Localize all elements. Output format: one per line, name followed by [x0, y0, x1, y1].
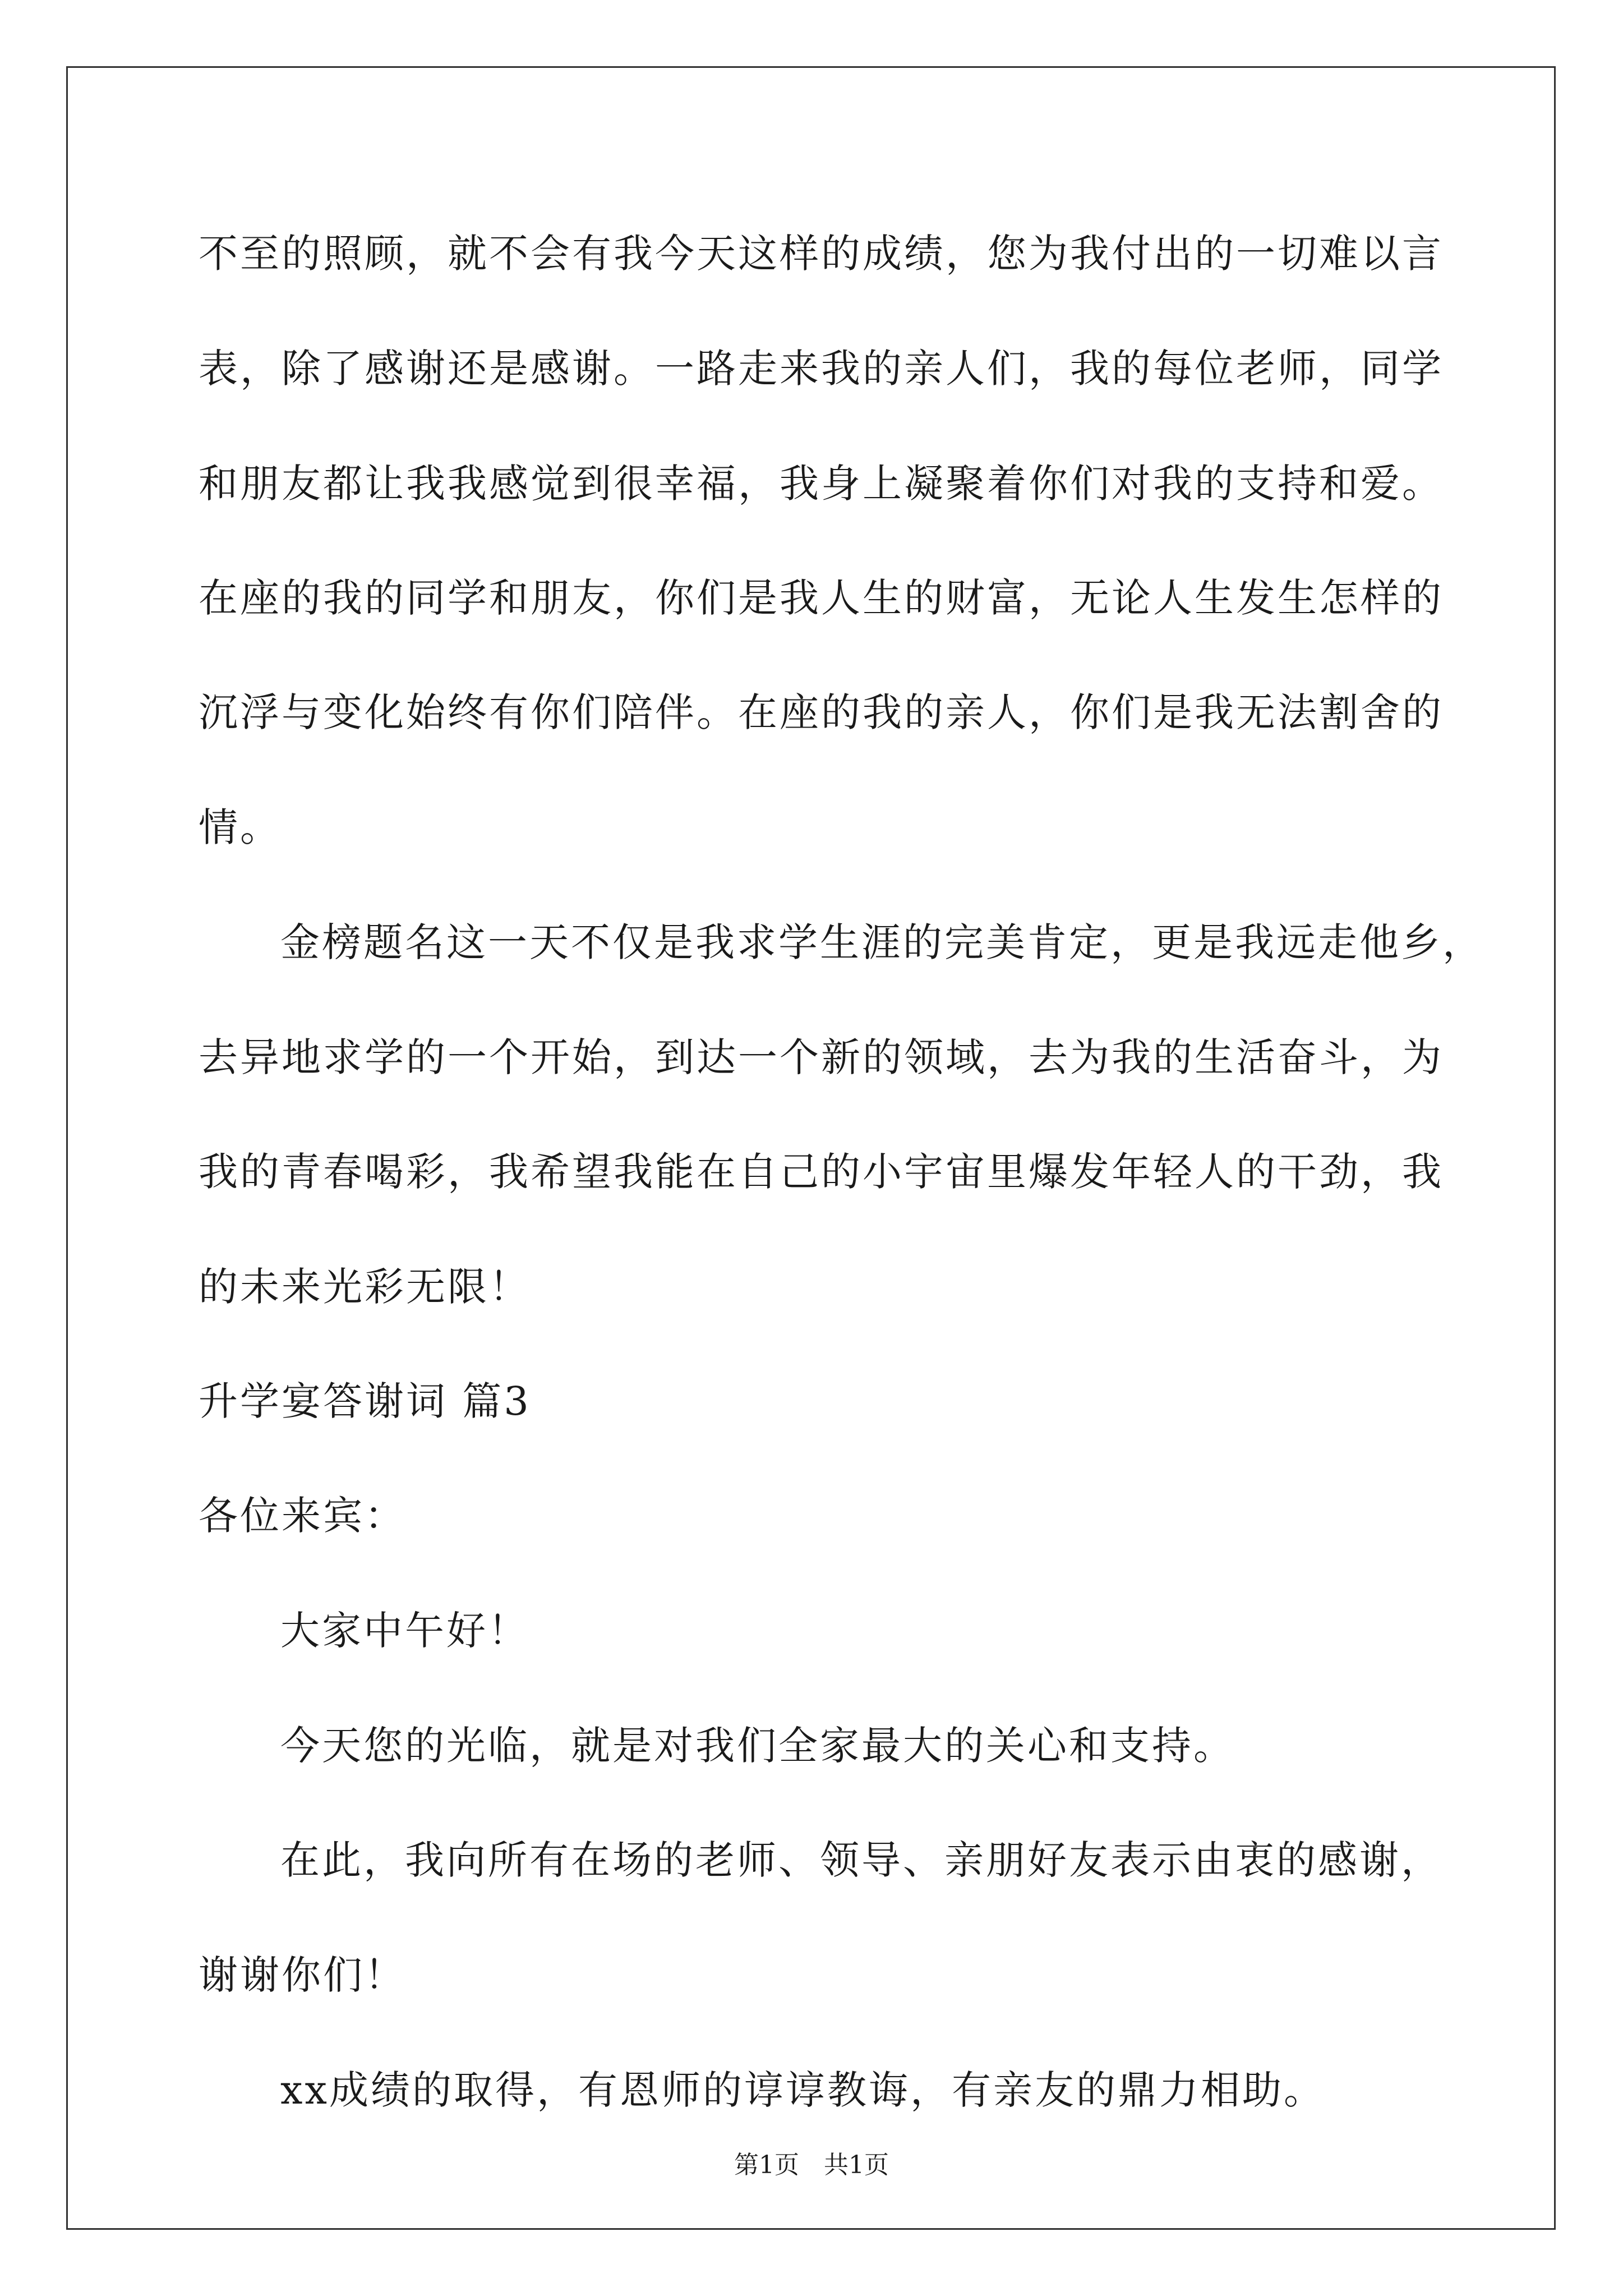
- greeting: 大家中午好！: [280, 1608, 529, 1654]
- paragraph-2-line-3: 我的青春喝彩，我希望我能在自己的小宇宙里爆发年轻人的干劲，我: [199, 1149, 1444, 1195]
- paragraph-4-line-1: 在此，我向所有在场的老师、领导、亲朋好友表示由衷的感谢，: [280, 1837, 1442, 1883]
- paragraph-1-line-3: 和朋友都让我我感觉到很幸福，我身上凝聚着你们对我的支持和爱。: [199, 461, 1444, 507]
- paragraph-1-line-2: 表，除了感谢还是感谢。一路走来我的亲人们，我的每位老师，同学: [199, 346, 1444, 392]
- paragraph-2-line-2: 去异地求学的一个开始，到达一个新的领域，去为我的生活奋斗，为: [199, 1034, 1444, 1080]
- paragraph-1-line-1: 不至的照顾，就不会有我今天这样的成绩，您为我付出的一切难以言: [199, 231, 1444, 277]
- page-footer: 第1页 共1页: [734, 2151, 889, 2179]
- paragraph-5: xx成绩的取得，有恩师的谆谆教诲，有亲友的鼎力相助。: [280, 2067, 1325, 2113]
- paragraph-1-line-5: 沉浮与变化始终有你们陪伴。在座的我的亲人，你们是我无法割舍的: [199, 689, 1444, 735]
- paragraph-2-line-1: 金榜题名这一天不仅是我求学生涯的完美肯定，更是我远走他乡，: [280, 919, 1484, 965]
- salutation: 各位来宾：: [199, 1493, 406, 1539]
- paragraph-3: 今天您的光临，就是对我们全家最大的关心和支持。: [280, 1723, 1235, 1769]
- paragraph-4-line-2: 谢谢你们！: [199, 1952, 406, 1998]
- paragraph-1-line-6: 情。: [199, 804, 282, 850]
- section-heading: 升学宴答谢词 篇3: [199, 1378, 531, 1424]
- paragraph-2-line-4: 的未来光彩无限！: [199, 1264, 531, 1310]
- paragraph-1-line-4: 在座的我的同学和朋友，你们是我人生的财富，无论人生发生怎样的: [199, 575, 1444, 621]
